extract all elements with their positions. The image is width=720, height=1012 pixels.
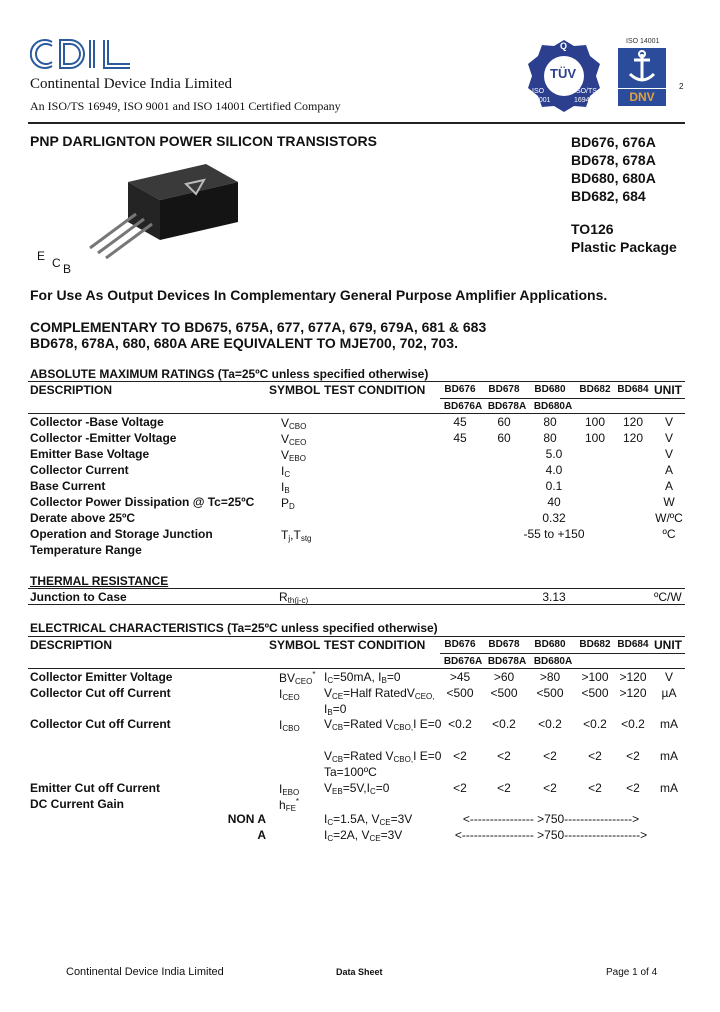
condition-csub2: CE — [379, 818, 391, 827]
symbol-sub: FE — [285, 804, 296, 813]
elec-row-value: >100 — [581, 670, 609, 684]
amr-row-value: 80 — [543, 431, 557, 445]
elec-row-condition — [324, 765, 377, 780]
part-number: BD680, 680A — [571, 170, 656, 186]
device-col: BD682 — [579, 384, 611, 395]
elec-row-condition — [324, 670, 401, 685]
amr-row-value: 5.0 — [545, 447, 563, 461]
elec-row-desc: Collector Cut off Current — [30, 717, 171, 731]
condition-cond_end: =0 — [375, 781, 390, 795]
amr-row-value: 80 — [543, 415, 557, 429]
amr-row-desc: Operation and Storage Junction — [30, 527, 213, 541]
symbol-sub: CBO — [289, 422, 307, 431]
amr-col-desc: DESCRIPTION — [30, 383, 113, 397]
symbol-cell — [279, 670, 315, 686]
symbol-sub: CEO — [295, 677, 313, 686]
package-type: TO126 — [571, 221, 614, 237]
condition-cond_rest: =Half RatedV — [343, 686, 415, 700]
device-col: BD676 — [444, 639, 476, 650]
amr-row-value: -55 to +150 — [523, 527, 585, 541]
elec-col-unit: UNIT — [654, 638, 682, 652]
elec-row-value: <500 — [446, 686, 474, 700]
tuv-right: ISO/TS — [574, 88, 597, 95]
condition-csub: C — [327, 834, 334, 843]
device-col: BD680 — [534, 384, 566, 395]
equivalent-statement: BD678, 678A, 680, 680A ARE EQUIVALENT TO MJE700, 702, 703. — [30, 335, 458, 351]
elec-row-value: <2 — [497, 781, 511, 795]
thermal-bottom-rule — [28, 604, 685, 605]
condition-csub: B — [327, 708, 333, 717]
amr-title: ABSOLUTE MAXIMUM RATINGS (Ta=25ºC unless specified otherwise) — [30, 367, 429, 381]
symbol-sym: T — [281, 528, 289, 542]
device-col: BD678 — [488, 639, 520, 650]
condition-cond_rest: =5V,I — [342, 781, 370, 795]
symbol-sym: I — [281, 480, 285, 494]
condition-cond_end: =3V — [390, 812, 413, 826]
condition-csub: CE — [332, 692, 344, 701]
footer-page: Page 1 of 4 — [606, 967, 658, 978]
elec-row-value: <0.2 — [538, 717, 562, 731]
symbol-sub: EBO — [289, 454, 306, 463]
amr-col-symbol: SYMBOL — [269, 383, 321, 397]
amr-row-value: 60 — [497, 431, 511, 445]
gain-row-condition — [324, 812, 412, 827]
device-col: BD684 — [617, 639, 649, 650]
symbol-sym: h — [279, 798, 286, 812]
elec-row-value: <2 — [626, 781, 640, 795]
symbol-cell — [281, 463, 290, 479]
elec-row-value: <2 — [543, 781, 557, 795]
symbol-sub: CEO — [282, 693, 300, 702]
elec-row-value: <500 — [536, 686, 564, 700]
elec-sub-rule — [440, 653, 685, 654]
symbol-sep: , — [290, 528, 294, 542]
tuv-n2: 16949 — [574, 97, 594, 104]
amr-row-value: 100 — [584, 415, 606, 429]
device-col: BD684 — [617, 384, 649, 395]
elec-row-unit: mA — [660, 749, 678, 763]
symbol-sub: C — [284, 470, 291, 479]
symbol-sub: D — [289, 502, 295, 511]
amr-row-unit: A — [664, 463, 673, 477]
symbol-sup: * — [295, 797, 300, 806]
pin-label-collector: C — [52, 256, 61, 270]
elec-title: ELECTRICAL CHARACTERISTICS (Ta=25ºC unless specified otherwise) — [30, 621, 438, 635]
amr-row-desc: Collector Current — [30, 463, 129, 477]
amr-row-desc: Base Current — [30, 479, 106, 493]
amr-row-unit: V — [664, 415, 673, 429]
thermal-row-desc: Junction to Case — [30, 590, 127, 604]
amr-row-value: 60 — [497, 415, 511, 429]
elec-row-value: <0.2 — [583, 717, 607, 731]
condition-cond: I — [324, 670, 328, 684]
symbol-sym: V — [281, 416, 290, 430]
tuv-top: Q — [560, 41, 568, 51]
cdil-logo-graphic — [30, 34, 136, 74]
elec-row-value: <2 — [588, 781, 602, 795]
device-col-a: BD680A — [533, 401, 573, 412]
thermal-row-symbol — [279, 590, 308, 605]
condition-cond_end: =0 — [386, 670, 401, 684]
condition-csub: CB — [332, 755, 344, 764]
symbol-sym: I — [279, 687, 283, 701]
elec-row-value: <2 — [588, 749, 602, 763]
condition-cond_end: =3V — [380, 828, 403, 842]
complementary-statement: COMPLEMENTARY TO BD675, 675A, 677, 677A, 679, 679A, 681 & 683 — [30, 319, 487, 335]
gain-row-range: <------------------ >750-------------------> — [454, 828, 648, 842]
symbol-cell — [279, 717, 300, 733]
condition-cond_rest: =2A, V — [333, 828, 370, 842]
elec-row-value: <0.2 — [621, 717, 645, 731]
amr-row-value: 40 — [547, 495, 561, 509]
elec-row-desc: Emitter Cut off Current — [30, 781, 160, 795]
condition-csub2: CBO, — [393, 755, 414, 764]
elec-row-value: >60 — [493, 670, 515, 684]
amr-sub-rule — [440, 398, 685, 399]
symbol-sym: I — [279, 782, 283, 796]
amr-row-value: 45 — [453, 431, 467, 445]
condition-cond: I — [324, 702, 328, 716]
symbol-sym2: T — [293, 528, 301, 542]
amr-row-desc: Temperature Range — [30, 543, 142, 557]
symbol-cell — [281, 495, 295, 511]
amr-col-unit: UNIT — [654, 383, 682, 397]
elec-row-value: >80 — [539, 670, 561, 684]
elec-row-unit: µA — [661, 686, 677, 700]
company-name: Continental Device India Limited — [30, 76, 233, 92]
symbol-cell — [281, 431, 306, 447]
use-statement: For Use As Output Devices In Complementary General Purpose Amplifier Applications. — [30, 287, 608, 303]
symbol-sub: j — [288, 534, 291, 543]
device-col-a: BD678A — [487, 401, 527, 412]
thermal-title: THERMAL RESISTANCE — [30, 574, 169, 588]
amr-row-desc: Emitter Base Voltage — [30, 447, 150, 461]
tuv-label: TÜV — [550, 66, 576, 81]
elec-row-unit: mA — [660, 781, 678, 795]
dnv-label: DNV — [618, 89, 666, 106]
condition-cond_rest: =Rated V — [343, 749, 394, 763]
symbol-sym: V — [281, 448, 290, 462]
device-col-a: BD678A — [487, 656, 527, 667]
symbol-cell — [281, 479, 290, 495]
transistor-drawing — [28, 152, 248, 277]
gain-row-label: A — [257, 828, 266, 842]
elec-row-desc: Collector Cut off Current — [30, 686, 171, 700]
symbol-sub: th(j-c) — [287, 596, 309, 605]
condition-csub: C — [327, 676, 334, 685]
footer-company: Continental Device India Limited — [66, 966, 224, 978]
amr-row-value: 4.0 — [545, 463, 563, 477]
symbol-text: R — [279, 590, 288, 604]
condition-cond: V — [324, 781, 333, 795]
elec-col-symbol: SYMBOL — [269, 638, 321, 652]
gain-row-label: NON A — [227, 812, 266, 826]
gain-row-condition — [324, 828, 402, 843]
amr-top-rule — [28, 381, 685, 382]
dnv-badge — [616, 38, 668, 108]
amr-row-desc: Derate above 25ºC — [30, 511, 136, 525]
device-col: BD680 — [534, 639, 566, 650]
elec-top-rule — [28, 636, 685, 637]
amr-row-unit: V — [664, 431, 673, 445]
condition-csub: CB — [332, 723, 344, 732]
page-mark: 2 — [679, 82, 684, 91]
amr-col-test: TEST CONDITION — [324, 383, 426, 397]
anchor-icon — [618, 48, 666, 88]
part-number: BD682, 684 — [571, 188, 646, 204]
device-col: BD676 — [444, 384, 476, 395]
elec-header-rule — [28, 668, 685, 669]
part-number: BD678, 678A — [571, 152, 656, 168]
condition-csub2: CE — [369, 834, 381, 843]
elec-row-value: <0.2 — [492, 717, 516, 731]
device-col-a: BD676A — [443, 401, 483, 412]
symbol-sub: CEO — [289, 438, 307, 447]
condition-cond_rest: =Rated V — [343, 717, 394, 731]
device-col-a: BD680A — [533, 656, 573, 667]
condition-cond_end: I E=0 — [413, 717, 442, 731]
symbol-sub: B — [284, 486, 290, 495]
condition-cond: V — [324, 717, 333, 731]
amr-row-desc: Collector Power Dissipation @ Tc=25ºC — [30, 495, 255, 509]
amr-row-desc: Collector -Base Voltage — [30, 415, 164, 429]
amr-row-value: 0.32 — [542, 511, 566, 525]
thermal-row-unit: ºC/W — [654, 590, 682, 604]
header-rule — [28, 122, 685, 124]
gain-row-range: <---------------- >750-----------------> — [462, 812, 640, 826]
dnv-header: ISO 14001 — [626, 38, 660, 45]
symbol-cell — [281, 527, 311, 543]
condition-cond_end: I E=0 — [413, 749, 442, 763]
amr-row-unit: W — [663, 495, 675, 509]
elec-row-value: >45 — [449, 670, 471, 684]
amr-header-rule — [28, 413, 685, 414]
elec-row-unit: mA — [660, 717, 678, 731]
symbol-cell — [281, 415, 306, 431]
company-logo — [30, 34, 136, 74]
to126-package-illustration — [28, 152, 248, 277]
amr-row-value: 100 — [584, 431, 606, 445]
elec-row-condition — [324, 702, 346, 717]
elec-row-condition — [324, 781, 389, 796]
condition-csub2: B — [381, 676, 387, 685]
elec-row-condition — [324, 686, 434, 701]
condition-csub: EB — [332, 787, 343, 796]
elec-row-value: >120 — [619, 686, 647, 700]
condition-csub: C — [327, 818, 334, 827]
amr-row-value: 45 — [453, 415, 467, 429]
certification-line: An ISO/TS 16949, ISO 9001 and ISO 14001 Certified Company — [30, 99, 341, 113]
pin-label-emitter: E — [37, 249, 46, 263]
elec-row-value: >120 — [619, 670, 647, 684]
symbol-sub: EBO — [282, 788, 300, 797]
amr-row-desc: Collector -Emitter Voltage — [30, 431, 177, 445]
condition-cond_rest: =0 — [332, 702, 347, 716]
elec-row-value: <2 — [626, 749, 640, 763]
elec-col-test: TEST CONDITION — [324, 638, 426, 652]
tuv-left: ISO — [532, 88, 545, 95]
elec-row-condition — [324, 717, 441, 732]
tuv-n1: 9001 — [535, 97, 551, 104]
thermal-row-value: 3.13 — [542, 590, 566, 604]
symbol-cell — [279, 686, 300, 702]
symbol-sub2: stg — [300, 534, 312, 543]
device-col-a: BD676A — [443, 656, 483, 667]
amr-row-unit: ºC — [662, 527, 676, 541]
condition-csub2: CEO, — [414, 692, 435, 701]
amr-row-value: 0.1 — [545, 479, 563, 493]
amr-row-value: 120 — [622, 431, 644, 445]
part-number: BD676, 676A — [571, 134, 656, 150]
symbol-cell — [281, 447, 306, 463]
device-col: BD678 — [488, 384, 520, 395]
footer-doc: Data Sheet — [336, 967, 383, 977]
elec-row-value: <2 — [453, 749, 467, 763]
elec-row-value: <2 — [497, 749, 511, 763]
elec-row-condition — [324, 749, 441, 764]
symbol-sym: V — [281, 432, 290, 446]
elec-row-value: <2 — [543, 749, 557, 763]
symbol-sym: BV — [279, 671, 296, 685]
condition-cond: Ta=100ºC — [324, 765, 377, 779]
condition-csub2: CBO, — [393, 723, 414, 732]
elec-row-value: <500 — [490, 686, 518, 700]
elec-row-desc: DC Current Gain — [30, 797, 125, 811]
part-numbers — [571, 133, 656, 205]
thermal-top-rule — [28, 588, 685, 589]
symbol-sym: P — [281, 496, 290, 510]
condition-cond: V — [324, 686, 333, 700]
tuv-badge — [526, 38, 602, 114]
condition-cond_rest: =1.5A, V — [333, 812, 380, 826]
condition-cond: V — [324, 749, 333, 763]
elec-row-value: <0.2 — [448, 717, 472, 731]
device-col: BD682 — [579, 639, 611, 650]
condition-cond: I — [324, 812, 328, 826]
package-desc: Plastic Package — [571, 239, 677, 255]
symbol-sym: I — [279, 718, 283, 732]
pin-label-base: B — [63, 262, 72, 276]
elec-row-desc: Collector Emitter Voltage — [30, 670, 173, 684]
condition-cond_rest: =50mA, I — [333, 670, 382, 684]
document-title: PNP DARLIGNTON POWER SILICON TRANSISTORS — [30, 133, 377, 149]
elec-col-desc: DESCRIPTION — [30, 638, 113, 652]
symbol-cell — [279, 781, 299, 797]
amr-row-unit: W/ºC — [655, 511, 683, 525]
symbol-cell — [279, 797, 299, 813]
symbol-sub: CBO — [282, 724, 300, 733]
amr-row-unit: A — [664, 479, 673, 493]
amr-row-value: 120 — [622, 415, 644, 429]
elec-row-unit: V — [664, 670, 673, 684]
elec-row-value: <500 — [581, 686, 609, 700]
amr-row-unit: V — [664, 447, 673, 461]
condition-csub2: C — [369, 787, 376, 796]
symbol-sym: I — [281, 464, 285, 478]
condition-cond: I — [324, 828, 328, 842]
elec-row-value: <2 — [453, 781, 467, 795]
symbol-sup: * — [312, 670, 316, 679]
